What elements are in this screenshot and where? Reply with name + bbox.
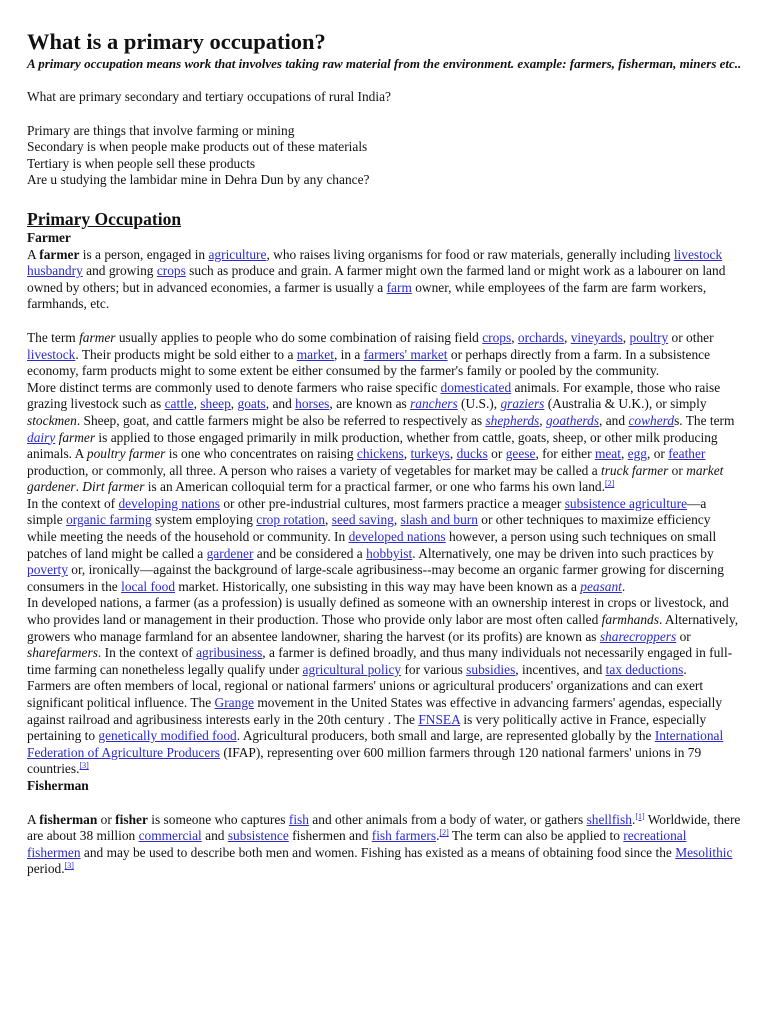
text-run: is an American colloquial term for a practical farmer, or one who farms his own land. [144, 479, 605, 495]
text-run: however, a person using such techniques on small patches of land might be called a [27, 529, 717, 561]
text-run: , [622, 329, 630, 345]
wiki-link[interactable]: husbandry [27, 263, 83, 279]
wiki-link[interactable]: subsidies [466, 661, 516, 677]
farmer-paragraph-6 [27, 678, 743, 778]
text-run: usually applies to people who do some combination of raising field [115, 329, 483, 345]
text-run: or other [668, 329, 714, 345]
wiki-link[interactable]: livestock [27, 346, 76, 362]
text-run: . Alternatively, one may be driven into such practices by [412, 545, 714, 561]
text-run: In developed nations, a farmer (as a profession) is usually defined as someone with an ownership interest in crops or livestock, and who provides land or management in their production. Those who provide only labor are most often called [27, 595, 729, 628]
wiki-link[interactable]: poultry [629, 329, 669, 345]
answer-block [27, 123, 743, 189]
wiki-link[interactable]: shepherds [485, 412, 540, 428]
text-run: , a farmer is defined broadly, and thus many individuals not necessarily engaged in full-time farming can nonetheless legally qualify under [27, 645, 733, 677]
superscript [635, 812, 644, 821]
text-run: truck farmer [601, 462, 669, 478]
text-run: is very politically active in France, especially pertaining to [27, 711, 707, 744]
text-run: . Their products might be sold either to a [75, 346, 297, 362]
text-run: or [676, 628, 691, 644]
wiki-link[interactable]: farm [386, 279, 412, 295]
wiki-link[interactable]: ducks [456, 446, 488, 462]
wiki-link[interactable]: geese [505, 446, 536, 462]
wiki-link[interactable]: goats [237, 396, 266, 412]
text-run: or perhaps directly from a farm. In a subsistence economy, farm products might to some extent be either consumed by the farmer's family or pooled by the community. [27, 346, 711, 379]
text-run: fishermen and [288, 828, 372, 844]
text-run: such as produce and grain. A farmer might own the farmed land or might work as a labourer on land owned by others; but in advanced economies, a farmer is usually a [27, 263, 726, 295]
wiki-link[interactable]: agribusiness [196, 645, 263, 661]
citation-link[interactable]: [2] [439, 828, 449, 838]
text-run: , or [647, 446, 669, 462]
text-run: (IFAP), representing over 600 million farmers through 120 national farmers' unions in 79 countries. [27, 744, 702, 777]
text-run: sharefarmers [27, 645, 98, 661]
text-run: or, ironically—against the background of large-scale agribusiness--may become an organic farmer growing for discerning consumers in the [27, 562, 724, 594]
farmer-paragraph-2 [27, 330, 743, 380]
wiki-link[interactable]: developed nations [348, 529, 446, 545]
text-run: Farmers are often members of local, regional or national farmers' unions or agricultural producers' organizations and can exert significant political influence. The [27, 678, 704, 710]
text-run: system employing [151, 512, 257, 528]
text-run: or [487, 446, 506, 462]
text-run: , are known as [329, 396, 411, 412]
wiki-link[interactable]: local food [121, 578, 176, 594]
text-run: and may be used to describe both men and women. Fishing has existed as a means of obtaining food since the [80, 844, 676, 860]
text-run: (U.S.), [457, 396, 501, 412]
wiki-link[interactable]: agriculture [208, 246, 267, 262]
answer-line: Secondary is when people make products out of these materials [27, 139, 368, 155]
text-run: . Alternatively, growers who manage farmland for an absentee landowner, sharing the harvest (or its profits) are known as [27, 612, 739, 644]
wiki-link[interactable]: turkeys [410, 446, 450, 462]
wiki-link[interactable]: FNSEA [418, 711, 461, 727]
text-run: , [564, 329, 571, 345]
text-run: period. [27, 861, 65, 877]
wiki-link[interactable]: cowherd [628, 412, 675, 428]
wiki-link[interactable]: developing nations [118, 495, 221, 511]
wiki-link[interactable]: hobbyist [366, 545, 413, 561]
text-run: or [97, 811, 116, 827]
wiki-link[interactable]: dairy [27, 429, 56, 445]
text-run: , and [599, 412, 629, 428]
text-run: —a simple [27, 495, 707, 528]
answer-line: Tertiary is when people sell these products [27, 155, 256, 171]
text-run: Worldwide, there are about 38 million [27, 811, 741, 844]
text-run: and [201, 828, 228, 844]
text-run: farmer [55, 429, 96, 445]
question-text: What are primary secondary and tertiary occupations of rural India? [27, 89, 391, 104]
section-title: Primary Occupation [27, 208, 182, 229]
text-run: , [325, 512, 332, 528]
wiki-link[interactable]: egg [627, 446, 648, 462]
text-run: is someone who captures [147, 811, 289, 827]
farmer-paragraph-3 [27, 380, 743, 496]
text-run: . Sheep, goat, and cattle farmers might be also be referred to respectively as [76, 412, 486, 428]
text-run: is a person, engaged in [79, 246, 209, 262]
text-run: poultry farmer [86, 446, 166, 462]
text-run: , and [265, 396, 296, 412]
citation-link[interactable]: [1] [635, 811, 645, 821]
text-run: , [511, 329, 518, 345]
wiki-link[interactable]: vineyards [570, 329, 623, 345]
wiki-link[interactable]: slash and burn [400, 512, 478, 528]
text-run: or [668, 462, 687, 478]
text-run: , in a [333, 346, 364, 362]
text-run: and growing [82, 263, 157, 279]
text-run: . [436, 828, 440, 844]
text-run: , who raises living organisms for food or raw materials, generally including [266, 246, 674, 262]
text-run: The term [27, 329, 80, 345]
wiki-link[interactable]: International Federation of Agriculture Producers [27, 728, 724, 760]
spacer [27, 106, 743, 123]
text-run: . [621, 578, 626, 594]
wiki-link[interactable]: peasant [580, 578, 622, 594]
citation-link[interactable]: [3] [79, 761, 89, 771]
wiki-link[interactable]: agricultural policy [302, 661, 402, 677]
text-run: More distinct terms are commonly used to denote farmers who raise specific [27, 379, 441, 395]
farmer-paragraph-4 [27, 496, 743, 596]
text-run: , [539, 412, 546, 428]
text-run: A [27, 246, 40, 262]
answer-line: Primary are things that involve farming or mining [27, 122, 295, 138]
text-run: production, or commonly, all three. A person who raises a variety of vegetables for market may be called a [27, 462, 601, 478]
text-run: animals. For example, those who raise grazing livestock such as [27, 379, 721, 412]
text-run: , [403, 446, 411, 462]
text-run: , [230, 396, 238, 412]
wiki-link[interactable]: ranchers [410, 396, 458, 412]
wiki-link[interactable]: goatherds [545, 412, 600, 428]
wiki-link[interactable]: gardener [206, 545, 254, 561]
text-run: or other techniques to maximize efficiency while meeting the needs of the household or community. In [27, 512, 711, 545]
text-run: , for either [535, 446, 595, 462]
spacer [27, 313, 743, 330]
document-page [27, 28, 743, 878]
wiki-link[interactable]: recreational fishermen [27, 828, 687, 860]
spacer [27, 795, 743, 812]
text-run: and be considered a [253, 545, 367, 561]
wiki-link[interactable]: sheep [200, 396, 231, 412]
text-run: . In the context of [97, 645, 197, 661]
text-run: (Australia & U.K.), or simply [544, 396, 707, 412]
text-run: farmer [39, 246, 80, 262]
text-run: In the context of [27, 495, 119, 511]
farmer-paragraph-1 [27, 247, 743, 313]
farmer-heading: Farmer [27, 229, 71, 245]
text-run: farmhands [601, 612, 659, 628]
text-run: for various [401, 661, 467, 677]
wiki-link[interactable]: seed saving [331, 512, 394, 528]
wiki-link[interactable]: fish farmers [371, 828, 437, 844]
citation-link[interactable]: [3] [64, 861, 74, 871]
page-title: What is a primary occupation? [27, 29, 326, 54]
wiki-link[interactable]: sharecroppers [599, 628, 677, 644]
text-run: The term can also be applied to [448, 828, 624, 844]
text-run: A [27, 811, 40, 827]
text-run: and other animals from a body of water, or gathers [308, 811, 587, 827]
text-run: Dirt farmer [82, 479, 145, 495]
wiki-link[interactable]: crop rotation [256, 512, 326, 528]
wiki-link[interactable]: cattle [164, 396, 194, 412]
wiki-link[interactable]: graziers [500, 396, 545, 412]
text-run: fisherman [39, 811, 98, 827]
wiki-link[interactable]: market [296, 346, 334, 362]
text-run: farmer [79, 329, 116, 345]
wiki-link[interactable]: farmers' market [363, 346, 448, 362]
answer-line: Are u studying the lambidar mine in Dehra Dun by any chance? [27, 172, 370, 188]
spacer [27, 72, 743, 89]
wiki-link[interactable]: meat [594, 446, 621, 462]
wiki-link[interactable]: domesticated [440, 379, 512, 395]
wiki-link[interactable]: shellfish [586, 811, 632, 827]
text-run: market. Historically, one subsisting in this way may have been known as a [175, 578, 581, 594]
text-run: , [620, 446, 628, 462]
wiki-link[interactable]: subsistence agriculture [564, 495, 688, 511]
wiki-link[interactable]: chickens [356, 446, 404, 462]
text-run: is one who concentrates on raising [165, 446, 357, 462]
wiki-link[interactable]: horses [295, 396, 330, 412]
text-run: is applied to those engaged primarily in milk production, whether from cattle, goats, sheep, or other milk producing animals. A [27, 429, 718, 462]
text-run: movement in the United States was effective in advancing farmers' agendas, especially against railroad and agribusiness interests early in the 20th century . The [27, 695, 723, 727]
text-run: , [193, 396, 201, 412]
wiki-link[interactable]: crops [482, 329, 512, 345]
superscript [65, 861, 74, 870]
text-run: , [393, 512, 401, 528]
farmer-paragraph-5 [27, 595, 743, 678]
wiki-link[interactable]: organic farming [66, 512, 152, 528]
superscript [79, 761, 88, 770]
fisherman-paragraph-1 [27, 812, 743, 878]
wiki-link[interactable]: crops [156, 263, 186, 279]
text-run: , incentives, and [515, 661, 606, 677]
wiki-link[interactable]: commercial [138, 828, 202, 844]
text-run: fisher [115, 811, 148, 827]
wiki-link[interactable]: genetically modified food [98, 728, 237, 744]
wiki-link[interactable]: orchards [517, 329, 565, 345]
wiki-link[interactable]: livestock [673, 246, 723, 262]
text-run: market gardener [27, 462, 724, 495]
superscript [605, 479, 614, 488]
wiki-link[interactable]: Grange [214, 695, 254, 710]
text-run: . [631, 811, 636, 827]
wiki-link[interactable]: subsistence [227, 828, 289, 844]
text-run: stockmen [27, 412, 77, 428]
text-run: owner, while employees of the farm are farm workers, farmhands, etc. [27, 279, 707, 312]
wiki-link[interactable]: tax deductions [605, 661, 684, 677]
wiki-link[interactable]: poverty [27, 562, 68, 578]
spacer [27, 189, 743, 209]
fisherman-heading: Fisherman [27, 777, 89, 793]
wiki-link[interactable]: fish [288, 811, 309, 827]
wiki-link[interactable]: Mesolithic [675, 844, 733, 860]
superscript [439, 828, 448, 837]
citation-link[interactable]: [2] [604, 479, 615, 489]
text-run: . [683, 661, 687, 677]
text-run: , [449, 446, 457, 462]
text-run: . Agricultural producers, both small and large, are represented globally by the [236, 728, 655, 744]
text-run: s. The term [674, 412, 735, 428]
text-run: . [75, 479, 83, 495]
definition-text: A primary occupation means work that involves taking raw material from the environment. example: farmers, fisherman, miners etc.. [27, 56, 742, 71]
text-run: or other pre-industrial cultures, most farmers practice a meager [220, 495, 565, 511]
wiki-link[interactable]: feather [668, 446, 706, 462]
